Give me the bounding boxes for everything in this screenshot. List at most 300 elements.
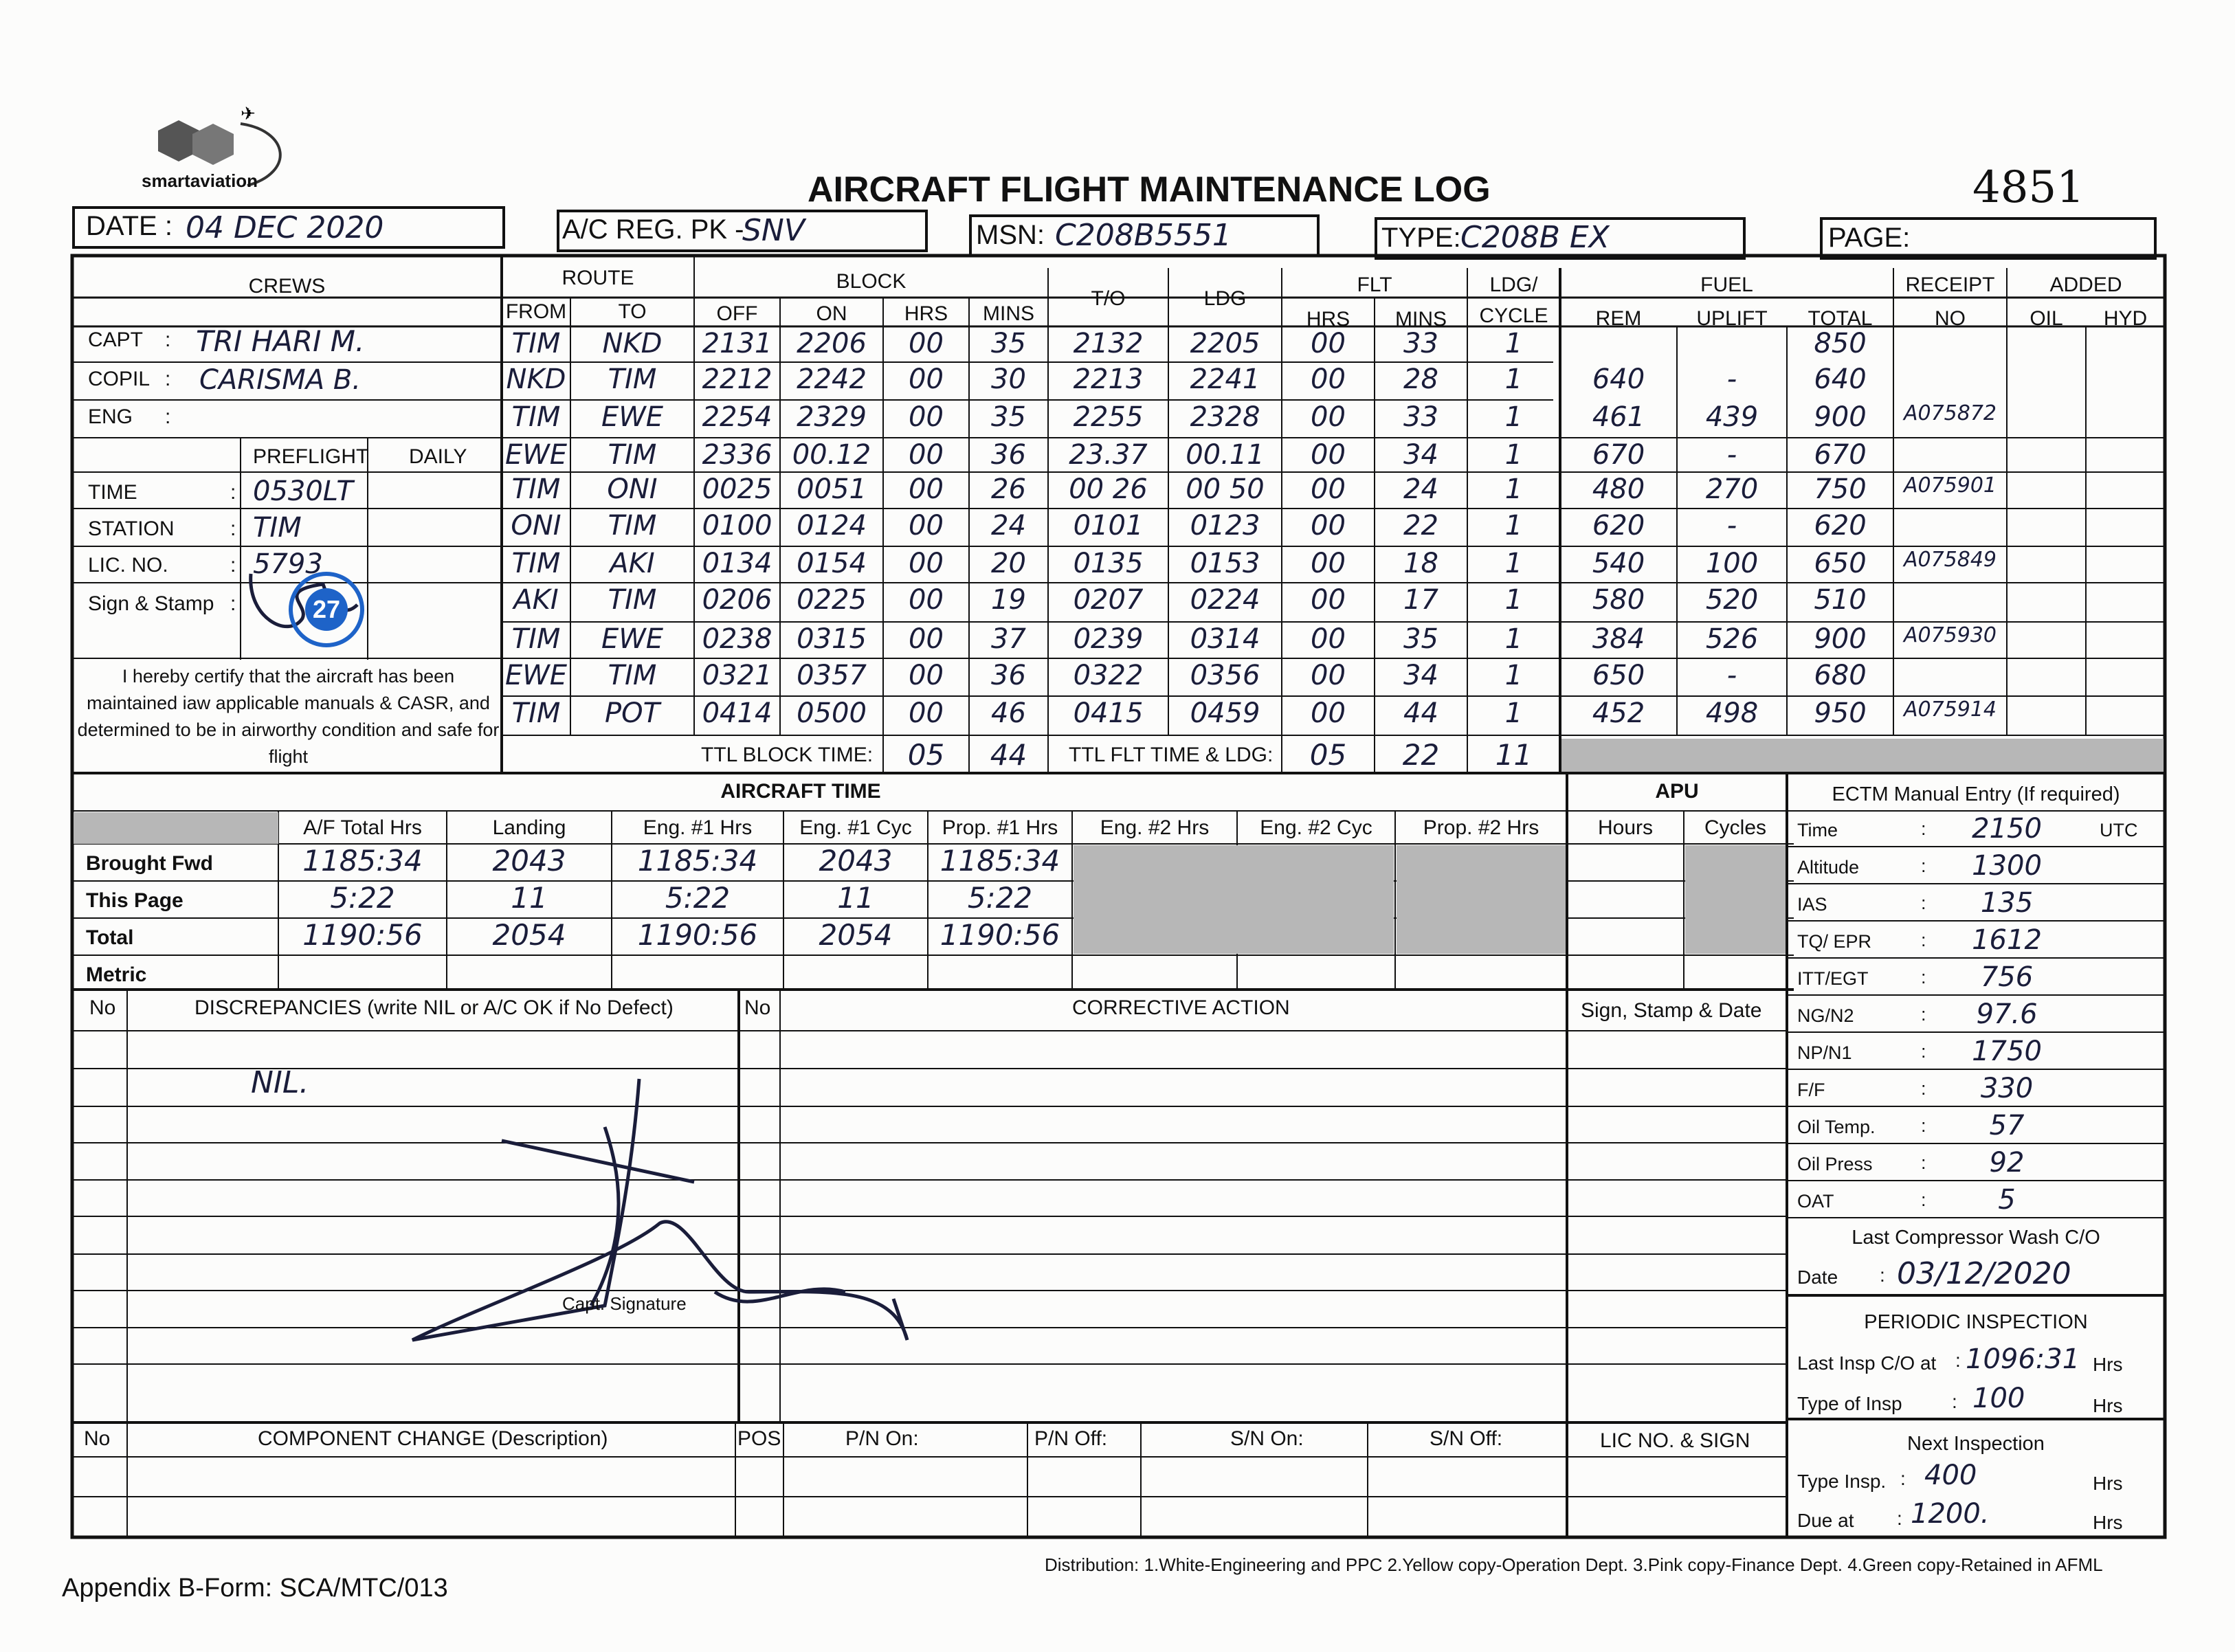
inspector-stamp bbox=[289, 572, 364, 647]
sign-stamp-date-header: Sign, Stamp & Date bbox=[1581, 999, 1762, 1022]
ectm-value: 1750 bbox=[1972, 1036, 2042, 1067]
flight-cell-mins: 19 bbox=[991, 584, 1026, 616]
aircraft-time-cell: 2054 bbox=[492, 918, 566, 952]
flight-cell-flt-hrs: 00 bbox=[1311, 473, 1346, 505]
flight-cell-ldg: 00 50 bbox=[1186, 473, 1265, 505]
flight-cell-hrs: 00 bbox=[909, 660, 944, 691]
flight-cell-on: 0154 bbox=[797, 548, 867, 579]
capt-label: CAPT bbox=[88, 328, 144, 351]
flight-cell-from: NKD bbox=[506, 364, 566, 395]
flight-cell-flt-mins: 22 bbox=[1403, 510, 1438, 542]
apu-cycles: Cycles bbox=[1704, 816, 1766, 839]
to-header: TO bbox=[618, 300, 647, 323]
flight-cell-receipt: A075930 bbox=[1903, 623, 1997, 647]
flight-cell-hrs: 00 bbox=[909, 328, 944, 359]
flight-cell-flt-hrs: 00 bbox=[1311, 328, 1346, 359]
flight-cell-off: 0414 bbox=[702, 697, 772, 729]
station-value: TIM bbox=[253, 512, 302, 544]
msn-value: C208B5551 bbox=[1055, 218, 1232, 253]
flight-cell-rem: 670 bbox=[1592, 439, 1645, 471]
flight-cell-on: 2206 bbox=[797, 328, 867, 359]
aircraft-time-cell: 1190:56 bbox=[302, 918, 423, 952]
sign-colon: : bbox=[230, 592, 236, 615]
aircraft-time-cell: 1185:34 bbox=[302, 844, 423, 878]
flight-cell-uplift: - bbox=[1726, 510, 1737, 542]
flight-cell-flt-hrs: 00 bbox=[1311, 623, 1346, 655]
page-title: AIRCRAFT FLIGHT MAINTENANCE LOG bbox=[808, 170, 1491, 210]
aircraft-time-cell: 5:22 bbox=[967, 881, 1033, 915]
flight-cell-mins: 36 bbox=[991, 439, 1026, 471]
ectm-label: OAT bbox=[1797, 1191, 1834, 1212]
flight-cell-flt-mins: 44 bbox=[1403, 697, 1438, 729]
flight-cell-from: TIM bbox=[511, 697, 561, 729]
ectm-value: 92 bbox=[1989, 1147, 2025, 1179]
last-insp-value: 1096:31 bbox=[1966, 1343, 2080, 1375]
ectm-colon: : bbox=[1921, 1078, 1926, 1099]
flight-cell-flt-mins: 34 bbox=[1403, 439, 1438, 471]
flight-cell-on: 0051 bbox=[797, 473, 867, 505]
rem-header: REM bbox=[1595, 307, 1642, 330]
type-insp-colon: : bbox=[1952, 1391, 1957, 1412]
flight-cell-ldg: 0459 bbox=[1190, 697, 1260, 729]
flight-cell-uplift: 526 bbox=[1705, 623, 1759, 655]
aircraft-time-header: Prop. #1 Hrs bbox=[942, 816, 1058, 839]
ectm-title: ECTM Manual Entry (If required) bbox=[1832, 783, 2120, 805]
compressor-date-value: 03/12/2020 bbox=[1897, 1256, 2071, 1291]
flight-cell-rem: 540 bbox=[1592, 548, 1645, 579]
aircraft-time-title: AIRCRAFT TIME bbox=[720, 780, 881, 803]
flight-cell-rem: 620 bbox=[1592, 510, 1645, 542]
acreg-value: SNV bbox=[742, 213, 805, 248]
flight-cell-flt-hrs: 00 bbox=[1311, 584, 1346, 616]
ectm-colon: : bbox=[1921, 856, 1926, 876]
flight-cell-flt-mins: 24 bbox=[1403, 473, 1438, 505]
comp-title: COMPONENT CHANGE (Description) bbox=[258, 1427, 608, 1450]
flight-cell-flt-mins: 35 bbox=[1403, 623, 1438, 655]
ectm-value: 135 bbox=[1980, 887, 2034, 919]
eng-label: ENG bbox=[88, 405, 133, 428]
flight-cell-from: EWE bbox=[504, 439, 568, 471]
flight-cell-to-time: 2213 bbox=[1073, 364, 1144, 395]
flight-cell-on: 0315 bbox=[797, 623, 867, 655]
block-header: BLOCK bbox=[836, 270, 907, 293]
last-insp-hrs: Hrs bbox=[2093, 1354, 2123, 1375]
flight-cell-cycle: 1 bbox=[1504, 660, 1523, 691]
comp-sn-on-header: S/N On: bbox=[1230, 1427, 1304, 1450]
ectm-colon: : bbox=[1921, 967, 1926, 987]
copil-value: CARISMA B. bbox=[199, 364, 362, 396]
flight-cell-flt-mins: 17 bbox=[1403, 584, 1438, 616]
flight-cell-cycle: 1 bbox=[1504, 473, 1523, 505]
flight-cell-from: TIM bbox=[511, 401, 561, 433]
log-number: 4851 bbox=[1972, 162, 2084, 213]
receipt-header-2: NO bbox=[1935, 307, 1966, 330]
aircraft-time-cell: 11 bbox=[837, 881, 874, 915]
flight-cell-to: TIM bbox=[608, 364, 657, 395]
flight-cell-hrs: 00 bbox=[909, 623, 944, 655]
flight-cell-cycle: 1 bbox=[1504, 401, 1523, 433]
ectm-colon: : bbox=[1921, 1115, 1926, 1136]
ectm-value: 97.6 bbox=[1976, 998, 2038, 1030]
flight-cell-to: POT bbox=[604, 697, 660, 729]
flight-cell-hrs: 00 bbox=[909, 364, 944, 395]
flight-cell-rem: 480 bbox=[1592, 473, 1645, 505]
flight-cell-cycle: 1 bbox=[1504, 364, 1523, 395]
ldg-cycle-header-1: LDG/ bbox=[1489, 274, 1538, 296]
flight-cell-on: 0357 bbox=[797, 660, 867, 691]
flight-cell-from: EWE bbox=[504, 660, 568, 691]
aircraft-time-cell: 1185:34 bbox=[939, 844, 1060, 878]
flight-cell-cycle: 1 bbox=[1504, 697, 1523, 729]
flight-cell-mins: 26 bbox=[991, 473, 1026, 505]
flight-cell-total: 670 bbox=[1814, 439, 1867, 471]
receipt-header-1: RECEIPT bbox=[1905, 274, 1995, 296]
ectm-label: IAS bbox=[1797, 894, 1827, 915]
flight-cell-total: 900 bbox=[1814, 401, 1867, 433]
shade-apu-cycles bbox=[1685, 845, 1786, 954]
flight-cell-off: 2254 bbox=[702, 401, 772, 433]
last-insp-label: Last Insp C/O at bbox=[1797, 1352, 1937, 1374]
flight-cell-total: 950 bbox=[1814, 697, 1867, 729]
to-time-header: T/O bbox=[1091, 287, 1126, 310]
flight-cell-mins: 35 bbox=[991, 401, 1026, 433]
ectm-value: 2150 bbox=[1972, 813, 2042, 845]
flight-cell-off: 0025 bbox=[702, 473, 772, 505]
flight-cell-to: TIM bbox=[608, 510, 657, 542]
ectm-colon: : bbox=[1921, 1152, 1926, 1173]
flight-cell-uplift: 270 bbox=[1705, 473, 1759, 505]
lic-colon: : bbox=[230, 554, 236, 577]
flight-cell-total: 850 bbox=[1814, 328, 1867, 359]
corr-no-header: No bbox=[744, 996, 771, 1019]
flight-cell-total: 680 bbox=[1814, 660, 1867, 691]
stamp-number: 27 bbox=[305, 588, 348, 631]
flight-cell-from: TIM bbox=[511, 548, 561, 579]
ectm-label: ITT/EGT bbox=[1797, 968, 1869, 989]
flight-cell-rem: 452 bbox=[1592, 697, 1645, 729]
oil-header: OIL bbox=[2030, 307, 2063, 330]
time-colon: : bbox=[230, 481, 236, 504]
aircraft-time-header: Eng. #2 Cyc bbox=[1260, 816, 1372, 839]
page-label: PAGE: bbox=[1828, 223, 1911, 253]
acreg-label: A/C REG. PK - bbox=[562, 214, 744, 245]
flight-cell-to-time: 2132 bbox=[1073, 328, 1144, 359]
flight-cell-to: NKD bbox=[602, 328, 663, 359]
flight-cell-flt-hrs: 00 bbox=[1311, 364, 1346, 395]
aircraft-time-header: Eng. #2 Hrs bbox=[1100, 816, 1210, 839]
flight-cell-uplift: - bbox=[1726, 660, 1737, 691]
flight-cell-uplift: 100 bbox=[1705, 548, 1759, 579]
ldg-header: LDG bbox=[1203, 287, 1247, 310]
form-code: Appendix B-Form: SCA/MTC/013 bbox=[62, 1574, 448, 1603]
comp-lic-header: LIC NO. & SIGN bbox=[1600, 1429, 1750, 1452]
flight-cell-flt-hrs: 00 bbox=[1311, 697, 1346, 729]
flight-cell-rem: 384 bbox=[1592, 623, 1645, 655]
flight-cell-from: TIM bbox=[511, 473, 561, 505]
flight-cell-uplift: - bbox=[1726, 364, 1737, 395]
station-colon: : bbox=[230, 517, 236, 540]
aircraft-time-cell: 5:22 bbox=[330, 881, 395, 915]
disc-title: DISCREPANCIES (write NIL or A/C OK if No Defect) bbox=[194, 996, 674, 1019]
flight-cell-cycle: 1 bbox=[1504, 510, 1523, 542]
flight-cell-from: ONI bbox=[511, 510, 561, 542]
comp-pn-on-header: P/N On: bbox=[845, 1427, 919, 1450]
flight-cell-on: 2329 bbox=[797, 401, 867, 433]
ectm-value: 330 bbox=[1980, 1073, 2034, 1104]
flight-cell-rem: 580 bbox=[1592, 584, 1645, 616]
flt-mins-header: MINS bbox=[1395, 308, 1447, 331]
flight-cell-flt-hrs: 00 bbox=[1311, 401, 1346, 433]
flight-cell-hrs: 00 bbox=[909, 548, 944, 579]
ldg-cycle-header-2: CYCLE bbox=[1479, 304, 1548, 327]
flight-cell-from: AKI bbox=[513, 584, 559, 616]
flight-cell-off: 2131 bbox=[702, 328, 772, 359]
aircraft-time-cell: 2043 bbox=[819, 844, 893, 878]
lic-value: 5793 bbox=[253, 548, 323, 580]
flight-cell-on: 0225 bbox=[797, 584, 867, 616]
flight-cell-to: AKI bbox=[610, 548, 655, 579]
flight-cell-flt-hrs: 00 bbox=[1311, 548, 1346, 579]
ectm-label: TQ/ EPR bbox=[1797, 931, 1872, 952]
flight-cell-off: 0134 bbox=[702, 548, 772, 579]
aircraft-time-cell: 1185:34 bbox=[637, 844, 758, 878]
uplift-header: UPLIFT bbox=[1696, 307, 1768, 330]
flight-cell-to-time: 0135 bbox=[1073, 548, 1144, 579]
msn-label: MSN: bbox=[976, 220, 1045, 250]
flight-cell-mins: 35 bbox=[991, 328, 1026, 359]
flight-cell-hrs: 00 bbox=[909, 401, 944, 433]
ttl-block-mins: 44 bbox=[990, 738, 1027, 772]
flight-cell-flt-hrs: 00 bbox=[1311, 660, 1346, 691]
copil-label: COPIL bbox=[88, 368, 151, 390]
on-header: ON bbox=[816, 302, 847, 325]
flight-cell-off: 0206 bbox=[702, 584, 772, 616]
flight-cell-receipt: A075901 bbox=[1903, 473, 1997, 498]
flight-cell-off: 2336 bbox=[702, 439, 772, 471]
flt-hrs-header: HRS bbox=[1306, 308, 1350, 331]
flight-cell-cycle: 1 bbox=[1504, 584, 1523, 616]
next-type-label: Type Insp. bbox=[1797, 1471, 1887, 1492]
aircraft-time-header: A/F Total Hrs bbox=[303, 816, 422, 839]
flight-cell-off: 0100 bbox=[702, 510, 772, 542]
flight-cell-flt-hrs: 00 bbox=[1311, 510, 1346, 542]
flight-cell-to-time: 00 26 bbox=[1069, 473, 1148, 505]
flight-cell-uplift: 439 bbox=[1705, 401, 1759, 433]
added-header: ADDED bbox=[2049, 274, 2122, 296]
compressor-date-colon: : bbox=[1880, 1264, 1885, 1286]
aircraft-time-header: Prop. #2 Hrs bbox=[1423, 816, 1539, 839]
next-insp-title: Next Inspection bbox=[1907, 1433, 2045, 1455]
flight-cell-mins: 46 bbox=[991, 697, 1026, 729]
capt-value: TRI HARI M. bbox=[196, 324, 365, 358]
flight-cell-uplift: 498 bbox=[1705, 697, 1759, 729]
flight-cell-on: 2242 bbox=[797, 364, 867, 395]
shade-eng2 bbox=[1074, 845, 1394, 954]
ectm-label: NP/N1 bbox=[1797, 1042, 1852, 1063]
ectm-value: 1300 bbox=[1972, 850, 2042, 882]
copil-colon: : bbox=[165, 368, 171, 390]
ttl-block-hrs: 05 bbox=[907, 738, 945, 772]
ttl-flt-mins: 22 bbox=[1402, 738, 1440, 772]
flight-cell-rem: 640 bbox=[1592, 364, 1645, 395]
aircraft-time-row-label: Metric bbox=[86, 963, 147, 986]
flight-cell-on: 00.12 bbox=[792, 439, 871, 471]
eng-colon: : bbox=[165, 405, 171, 428]
flight-cell-from: TIM bbox=[511, 623, 561, 655]
time-value: 0530LT bbox=[253, 476, 353, 507]
flight-cell-ldg: 0153 bbox=[1190, 548, 1260, 579]
flight-cell-cycle: 1 bbox=[1504, 439, 1523, 471]
flight-cell-ldg: 00.11 bbox=[1186, 439, 1265, 471]
flight-cell-receipt: A075914 bbox=[1903, 697, 1997, 722]
time-label: TIME bbox=[88, 481, 137, 504]
flight-cell-to-time: 0207 bbox=[1073, 584, 1144, 616]
distribution-text: Distribution: 1.White-Engineering and PPC 2.Yellow copy-Operation Dept. 3.Pink copy-Finance Dept. 4.Green copy-Retained in AFML bbox=[1045, 1554, 2103, 1575]
crews-title: CREWS bbox=[248, 275, 326, 298]
flight-cell-hrs: 00 bbox=[909, 510, 944, 542]
flight-cell-cycle: 1 bbox=[1504, 328, 1523, 359]
flight-cell-off: 2212 bbox=[702, 364, 772, 395]
capt-colon: : bbox=[165, 328, 171, 351]
certify-text: I hereby certify that the aircraft has been maintained iaw applicable manuals & CASR, and determined to be in airworthy condition and safe for flight bbox=[77, 666, 500, 767]
hyd-header: HYD bbox=[2103, 307, 2148, 330]
ectm-value: 5 bbox=[1998, 1184, 2016, 1216]
disc-entry: NIL. bbox=[251, 1065, 309, 1100]
shade-totals-row bbox=[1561, 739, 2164, 772]
flight-cell-off: 0238 bbox=[702, 623, 772, 655]
due-colon: : bbox=[1897, 1508, 1902, 1529]
aircraft-time-row-label: Brought Fwd bbox=[86, 852, 213, 875]
ectm-colon: : bbox=[1921, 1041, 1926, 1062]
ectm-label: F/F bbox=[1797, 1080, 1825, 1100]
ectm-value: 1612 bbox=[1972, 924, 2042, 956]
ectm-label: NG/N2 bbox=[1797, 1005, 1854, 1026]
ttl-ldg: 11 bbox=[1495, 738, 1533, 772]
date-value: 04 DEC 2020 bbox=[186, 210, 384, 245]
station-label: STATION bbox=[88, 517, 175, 540]
flight-cell-to-time: 2255 bbox=[1073, 401, 1144, 433]
flight-cell-ldg: 2328 bbox=[1190, 401, 1260, 433]
flight-cell-mins: 37 bbox=[991, 623, 1026, 655]
flight-cell-mins: 20 bbox=[991, 548, 1026, 579]
aircraft-time-row-label: This Page bbox=[86, 889, 184, 912]
aircraft-time-row-label: Total bbox=[86, 926, 134, 949]
flight-cell-flt-mins: 28 bbox=[1403, 364, 1438, 395]
flight-cell-uplift: 520 bbox=[1705, 584, 1759, 616]
comp-pn-off-header: P/N Off: bbox=[1034, 1427, 1108, 1450]
flight-cell-from: TIM bbox=[511, 328, 561, 359]
ectm-colon: : bbox=[1921, 930, 1926, 950]
flight-cell-to: EWE bbox=[601, 623, 664, 655]
ectm-unit: UTC bbox=[2100, 820, 2138, 840]
logo-text: smartaviation bbox=[142, 170, 258, 191]
from-header: FROM bbox=[505, 300, 567, 323]
flight-cell-ldg: 2205 bbox=[1190, 328, 1260, 359]
date-label: DATE : bbox=[86, 211, 173, 241]
flight-cell-mins: 30 bbox=[991, 364, 1026, 395]
flight-cell-total: 620 bbox=[1814, 510, 1867, 542]
hrs-header: HRS bbox=[904, 302, 948, 325]
total-header: TOTAL bbox=[1808, 307, 1873, 330]
flight-cell-to-time: 0322 bbox=[1073, 660, 1144, 691]
flt-header: FLT bbox=[1357, 274, 1392, 296]
flight-cell-to-time: 0415 bbox=[1073, 697, 1144, 729]
flight-cell-off: 0321 bbox=[702, 660, 772, 691]
ectm-label: Oil Temp. bbox=[1797, 1117, 1876, 1137]
flight-cell-mins: 24 bbox=[991, 510, 1026, 542]
aircraft-time-cell: 5:22 bbox=[665, 881, 731, 915]
flight-cell-flt-mins: 33 bbox=[1403, 328, 1438, 359]
flight-cell-ldg: 0314 bbox=[1190, 623, 1260, 655]
due-value: 1200. bbox=[1911, 1498, 1990, 1530]
flight-cell-on: 0500 bbox=[797, 697, 867, 729]
flight-cell-ldg: 0224 bbox=[1190, 584, 1260, 616]
type-value: C208B EX bbox=[1460, 220, 1610, 255]
route-header: ROUTE bbox=[561, 267, 634, 289]
off-header: OFF bbox=[716, 302, 758, 325]
flight-cell-flt-mins: 34 bbox=[1403, 660, 1438, 691]
aircraft-time-cell: 1190:56 bbox=[939, 918, 1060, 952]
flight-cell-uplift: - bbox=[1726, 439, 1737, 471]
comp-pos-header: POS bbox=[737, 1427, 781, 1450]
aircraft-time-header: Landing bbox=[492, 816, 566, 839]
flight-cell-to: TIM bbox=[608, 660, 657, 691]
aircraft-time-cell: 1190:56 bbox=[637, 918, 758, 952]
lic-label: LIC. NO. bbox=[88, 554, 168, 577]
ectm-colon: : bbox=[1921, 1004, 1926, 1025]
due-label: Due at bbox=[1797, 1510, 1854, 1531]
flight-cell-total: 640 bbox=[1814, 364, 1867, 395]
daily-label: DAILY bbox=[409, 445, 467, 468]
comp-no-header: No bbox=[84, 1427, 111, 1450]
flight-cell-total: 650 bbox=[1814, 548, 1867, 579]
flight-cell-total: 750 bbox=[1814, 473, 1867, 505]
flight-cell-total: 900 bbox=[1814, 623, 1867, 655]
flight-cell-ldg: 2241 bbox=[1190, 364, 1260, 395]
flight-cell-to-time: 0101 bbox=[1073, 510, 1144, 542]
ttl-flt-label: TTL FLT TIME & LDG: bbox=[1069, 744, 1274, 766]
ectm-label: Time bbox=[1797, 820, 1838, 840]
flight-cell-total: 510 bbox=[1814, 584, 1867, 616]
next-type-colon: : bbox=[1900, 1468, 1906, 1489]
ttl-block-label: TTL BLOCK TIME: bbox=[701, 744, 874, 766]
flight-cell-mins: 36 bbox=[991, 660, 1026, 691]
flight-cell-to: TIM bbox=[608, 439, 657, 471]
flight-cell-cycle: 1 bbox=[1504, 548, 1523, 579]
mins-header: MINS bbox=[983, 302, 1034, 325]
flight-cell-ldg: 0356 bbox=[1190, 660, 1260, 691]
type-insp-value: 100 bbox=[1972, 1383, 2025, 1414]
disc-no-header: No bbox=[89, 996, 116, 1019]
flight-cell-to-time: 0239 bbox=[1073, 623, 1144, 655]
aircraft-time-header: Eng. #1 Cyc bbox=[799, 816, 912, 839]
ectm-label: Altitude bbox=[1797, 857, 1860, 878]
flight-cell-hrs: 00 bbox=[909, 439, 944, 471]
corrective-header: CORRECTIVE ACTION bbox=[1072, 996, 1290, 1019]
flight-cell-flt-mins: 18 bbox=[1403, 548, 1438, 579]
ttl-flt-hrs: 05 bbox=[1309, 738, 1347, 772]
flight-cell-cycle: 1 bbox=[1504, 623, 1523, 655]
compressor-title: Last Compressor Wash C/O bbox=[1852, 1227, 2100, 1249]
type-label: TYPE: bbox=[1381, 223, 1461, 253]
flight-cell-rem: 461 bbox=[1592, 401, 1645, 433]
flight-cell-flt-hrs: 00 bbox=[1311, 439, 1346, 471]
ectm-colon: : bbox=[1921, 818, 1926, 839]
shade-prop2 bbox=[1397, 845, 1566, 954]
ectm-colon: : bbox=[1921, 893, 1926, 913]
flight-cell-to: EWE bbox=[601, 401, 664, 433]
flight-cell-receipt: A075872 bbox=[1903, 401, 1997, 425]
